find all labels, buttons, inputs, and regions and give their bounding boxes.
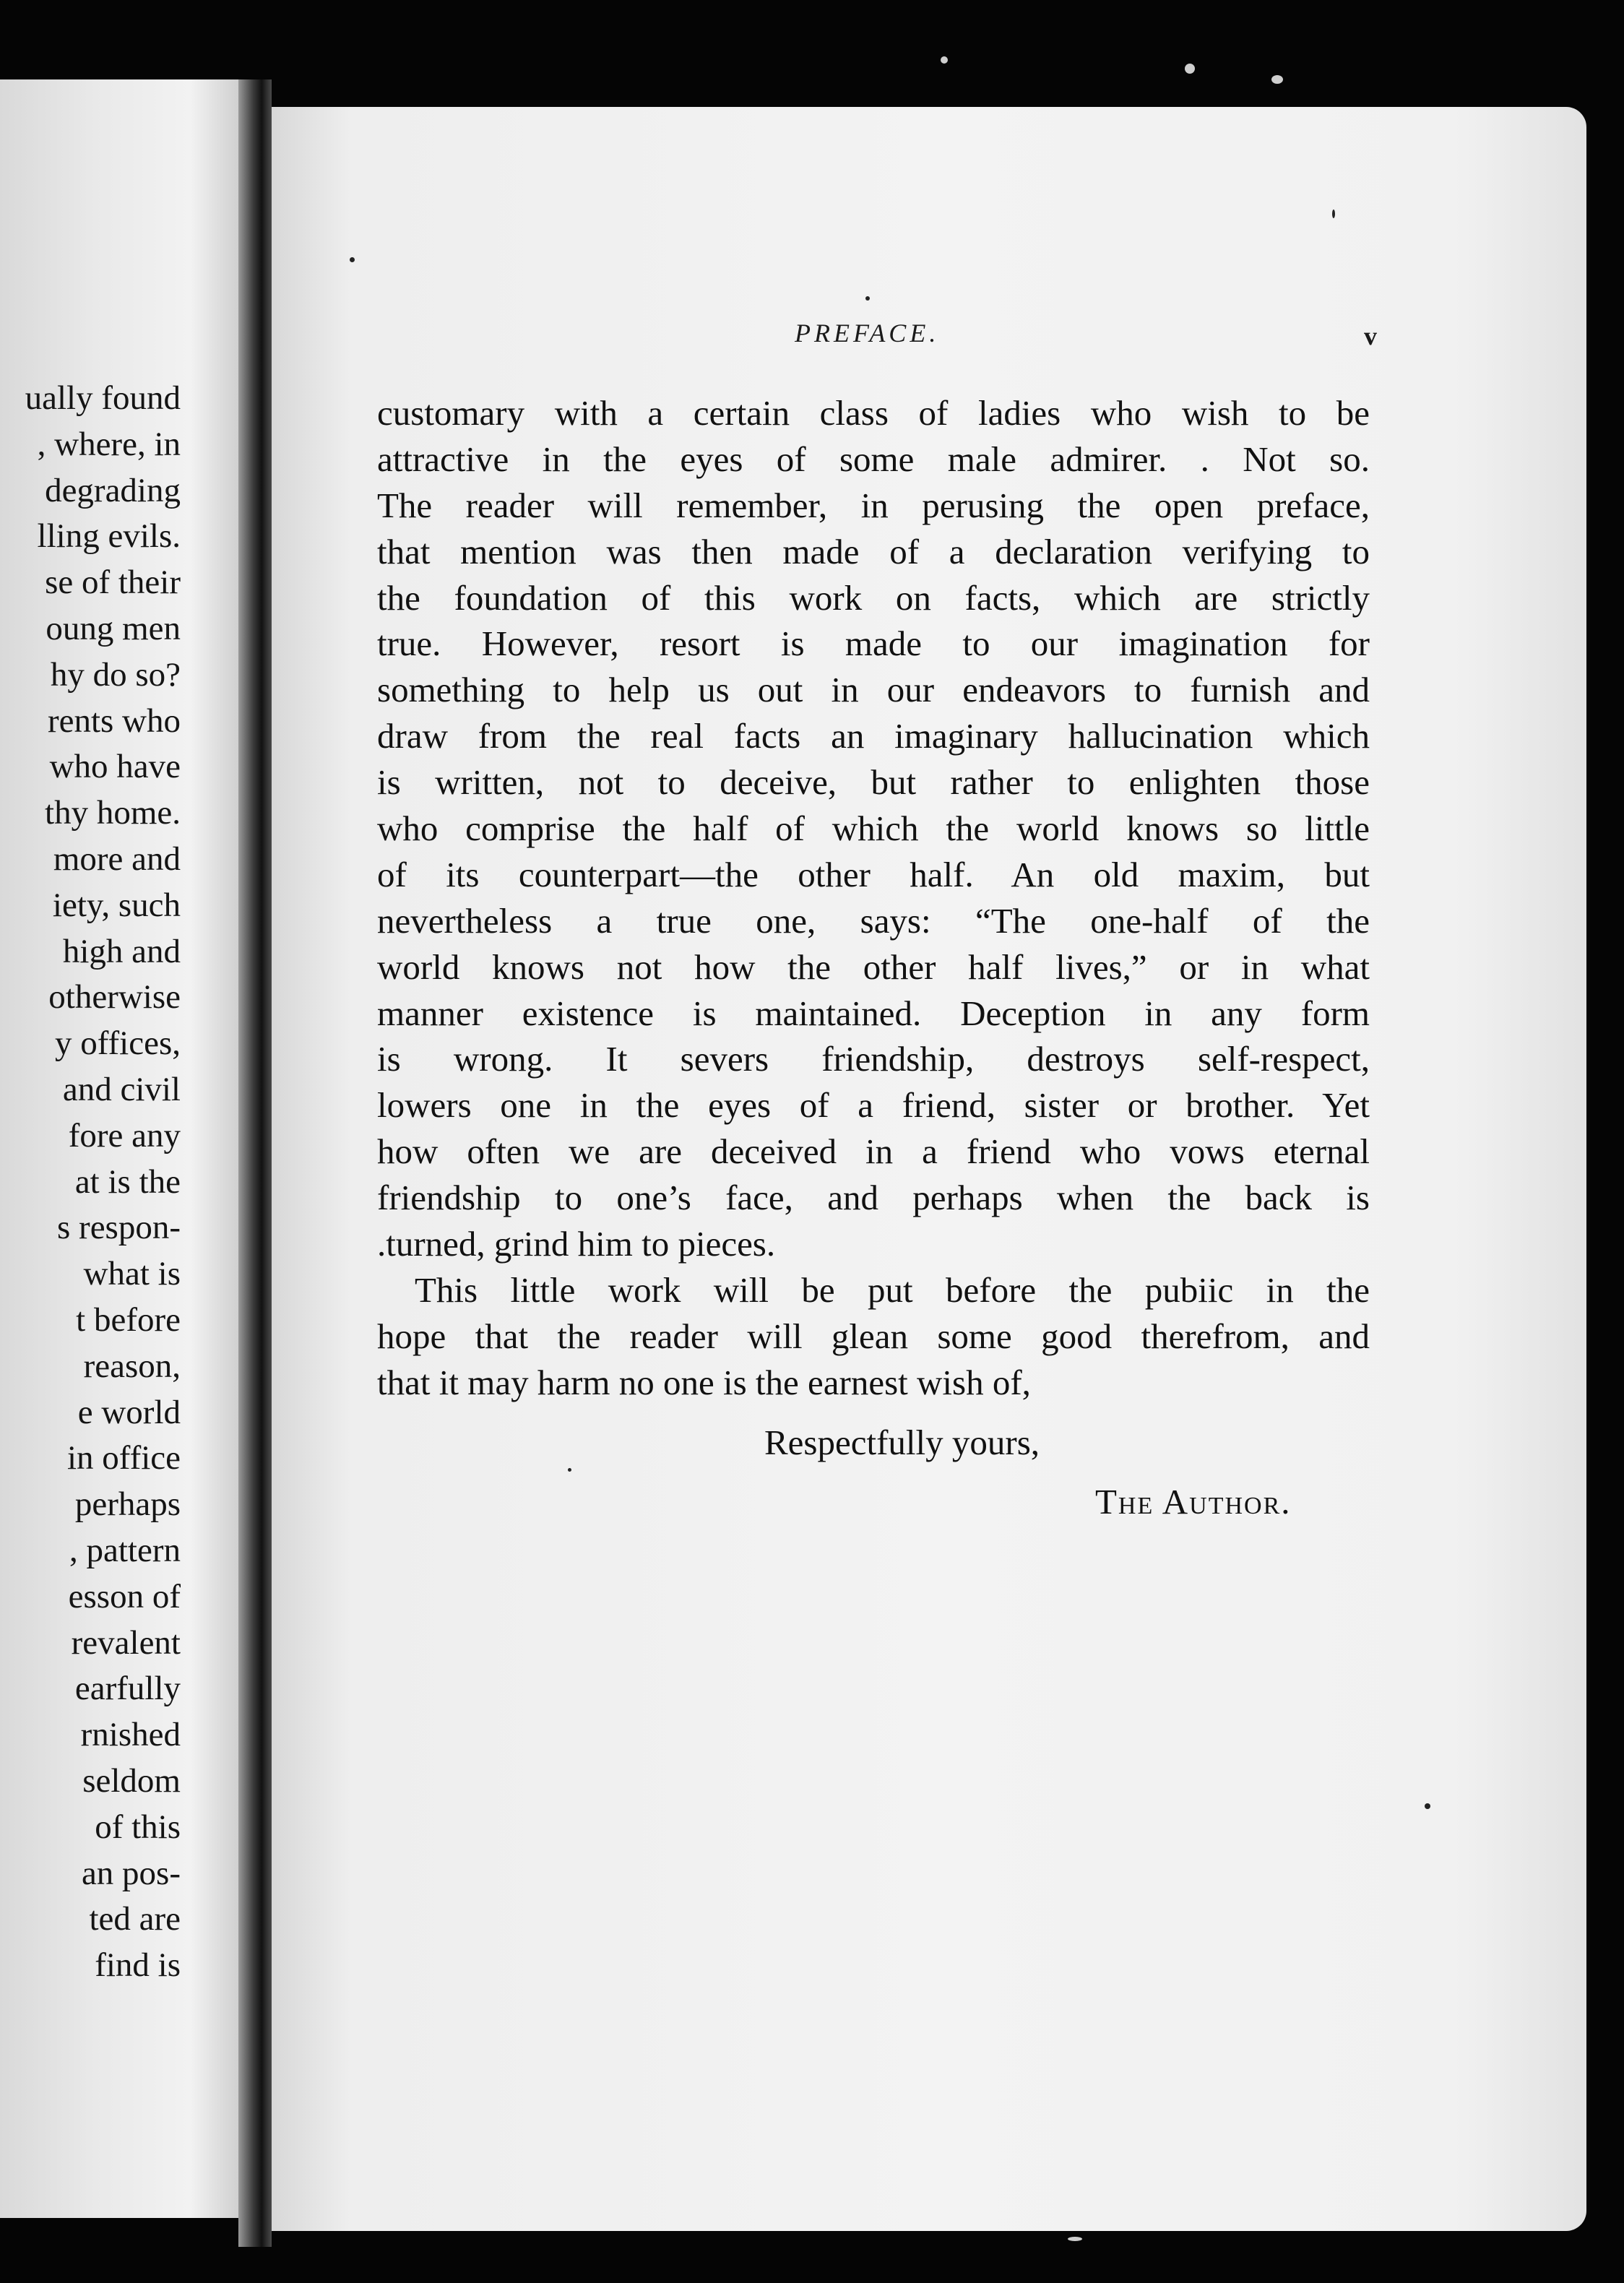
text-line: customary with a certain class of ladies who wish to be [377,393,1370,433]
dust-speck [568,1468,571,1472]
text-line: e world [77,1393,181,1431]
dust-speck [1332,210,1335,218]
text-line: lowers one in the eyes of a friend, sister or brother. Yet [377,1085,1370,1126]
text-line: lling evils. [37,517,181,556]
text-line: t before [76,1300,181,1339]
text-line: that it may harm no one is the earnest wish of, [377,1362,1031,1402]
dust-speck [1185,64,1195,74]
text-line: earfully [74,1670,181,1708]
dust-speck [1271,75,1283,84]
text-line: how often we are deceived in a friend who vows eternal [377,1131,1370,1172]
text-line: , pattern [69,1531,181,1569]
text-line: se of their [45,564,181,602]
text-line: The reader will remember, in perusing the open preface, [377,485,1370,525]
text-line: who comprise the half of which the world knows so little [377,808,1370,849]
text-line: who have [49,748,181,786]
text-line: reason, [83,1347,181,1385]
text-line: draw from the real facts an imaginary hallucination which [377,716,1370,756]
text-line: fore any [68,1116,181,1155]
preface-body [377,390,1370,1406]
text-line: that mention was then made of a declaration verifying to [377,531,1370,571]
text-line: rents who [47,702,181,740]
text-line: perhaps [74,1485,181,1524]
text-line: hope that the reader will glean some good therefrom, and [377,1316,1370,1356]
text-line: is written, not to deceive, but rather to enlighten those [377,762,1370,803]
closing-salutation: Respectfully yours, [764,1423,1040,1462]
text-line: true. However, resort is made to our imagination for [377,623,1370,664]
running-head: PREFACE. [795,319,940,348]
text-line: ted are [89,1900,181,1938]
text-line: the foundation of this work on facts, which are strictly [377,577,1370,618]
text-line: in office [66,1439,181,1477]
text-line: is wrong. It severs friendship, destroys self-respect, [377,1039,1370,1079]
text-line: high and [62,932,181,970]
dust-speck [1425,1803,1430,1809]
text-line: ually found [25,379,181,417]
text-line: attractive in the eyes of some male admirer. . Not so. [377,439,1370,479]
text-line: nevertheless a true one, says: “The one-half of the [377,900,1370,941]
text-line: hy do so? [50,655,181,694]
text-line: friendship to one’s face, and perhaps when the back is [377,1178,1370,1218]
text-line: s respon- [57,1209,181,1247]
text-line: manner existence is maintained. Deception in any form [377,993,1370,1033]
text-line: of its counterpart—the other half. An old maxim, but [377,854,1370,894]
text-line: y offices, [54,1024,181,1063]
text-line: more and [53,840,181,878]
dust-speck [1068,2237,1082,2241]
text-line: otherwise [48,978,181,1017]
text-line: at is the [74,1162,181,1201]
page-number: v [1364,321,1377,350]
text-line: This little work will be put before the pubiic in the [415,1269,1370,1310]
text-line: find is [95,1946,181,1985]
text-line: iety, such [52,886,181,924]
text-line: of this [95,1808,181,1846]
text-line: and civil [62,1070,181,1108]
text-line: world knows not how the other half lives,” or in what [377,946,1370,987]
text-line: degrading [45,471,181,509]
dust-speck [865,296,870,301]
previous-page-text [0,376,181,1989]
text-line: rnished [80,1716,181,1754]
text-line: oung men [46,609,181,647]
previous-page-fragment [0,79,238,2218]
text-line: thy home. [45,794,181,832]
text-line: .turned, grind him to pieces. [377,1224,776,1264]
dust-speck [941,56,948,64]
text-line: what is [83,1255,181,1293]
text-line: revalent [71,1623,181,1662]
text-line: an pos- [81,1854,181,1892]
book-gutter [238,79,272,2247]
dust-speck [350,257,355,262]
author-signature: The Author. [1095,1482,1292,1522]
text-line: seldom [82,1761,181,1800]
text-line: something to help us out in our endeavors to furnish and [377,670,1370,710]
text-line: esson of [68,1577,181,1615]
text-line: , where, in [37,425,181,463]
